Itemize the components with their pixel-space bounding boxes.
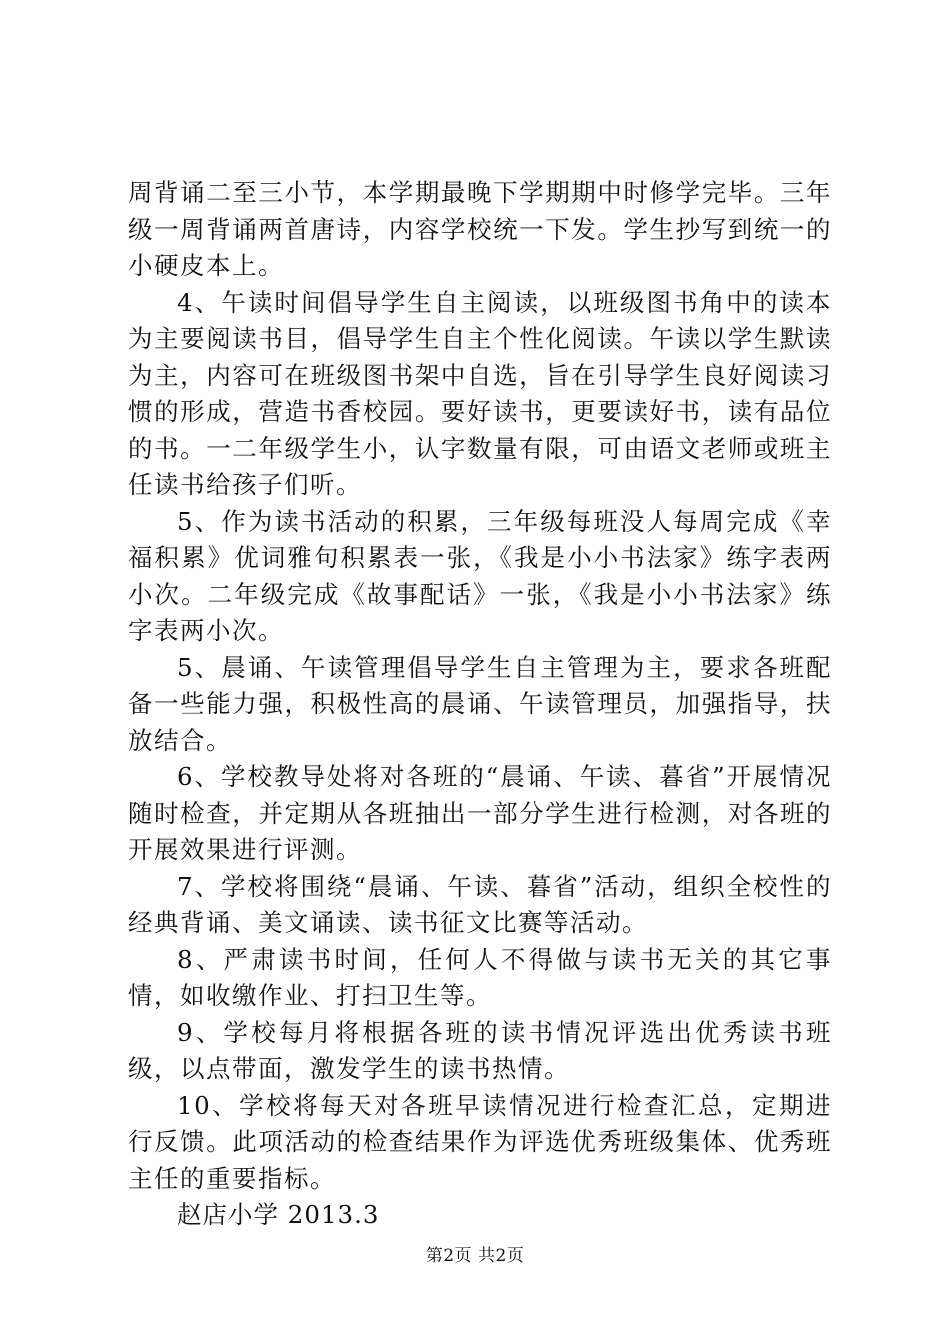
paragraph-item-9: 9、学校每月将根据各班的读书情况评选出优秀读书班级，以点带面，激发学生的读书热情。 <box>128 1017 832 1083</box>
paragraph-item-6: 6、学校教导处将对各班的“晨诵、午读、暮省”开展情况随时检查，并定期从各班抽出一部分学生进行检测，对各班的开展效果进行评测。 <box>128 762 832 864</box>
paragraph-item-10: 10、学校将每天对各班早读情况进行检查汇总，定期进行反馈。此项活动的检查结果作为评选优秀班级集体、优秀班主任的重要指标。 <box>128 1090 832 1193</box>
paragraph-item-8: 8、严肃读书时间，任何人不得做与读书无关的其它事情，如收缴作业、打扫卫生等。 <box>128 944 832 1010</box>
paragraph-item-7: 7、学校将围绕“晨诵、午读、暮省”活动，组织全校性的经典背诵、美文诵读、读书征文比赛等活动。 <box>128 871 832 937</box>
paragraph-item-4: 4、午读时间倡导学生自主阅读，以班级图书角中的读本为主要阅读书目，倡导学生自主个性化阅读。午读以学生默读为主，内容可在班级图书架中自选，旨在引导学生良好阅读习惯的形成，营造书香校园。要好读书，更要读好书，读有品位的书。一二年级学生小，认字数量有限，可由语文老师或班主任读书给孩子们听。 <box>128 287 832 499</box>
page-number-footer: 第2页 共2页 <box>425 1246 525 1266</box>
document-body <box>128 175 832 1234</box>
paragraph-item-5a: 5、作为读书活动的积累，三年级每班没人每周完成《幸福积累》优词雅句积累表一张，《我是小小书法家》练字表两小次。二年级完成《故事配话》一张，《我是小小书法家》练字表两小次。 <box>128 506 832 645</box>
paragraph-item-5b: 5、晨诵、午读管理倡导学生自主管理为主，要求各班配备一些能力强，积极性高的晨诵、午读管理员，加强指导，扶放结合。 <box>128 652 832 755</box>
paragraph-continuation: 周背诵二至三小节，本学期最晚下学期期中时修学完毕。三年级一周背诵两首唐诗，内容学校统一下发。学生抄写到统一的小硬皮本上。 <box>128 178 832 280</box>
signature-line: 赵店小学 2013.3 <box>177 1200 380 1229</box>
